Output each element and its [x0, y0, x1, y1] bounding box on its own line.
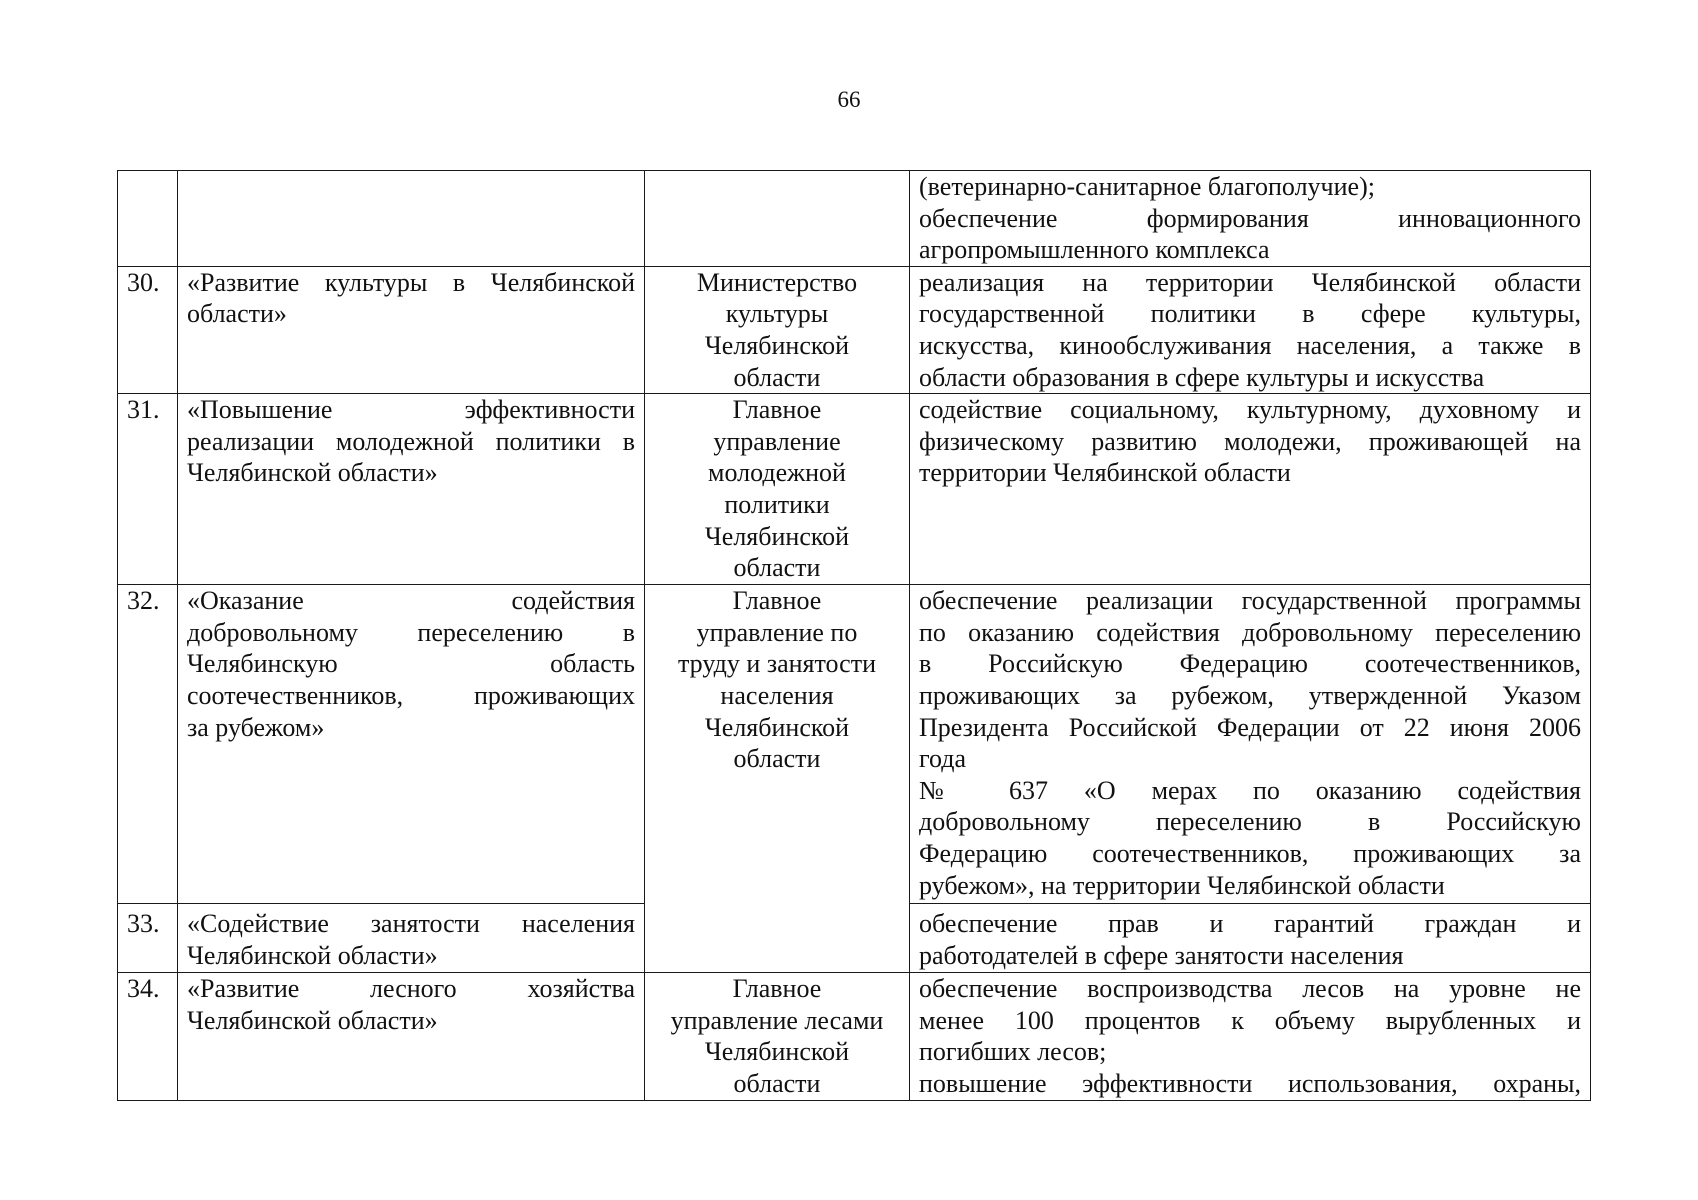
- responsible-line: области: [733, 1068, 821, 1098]
- goal-line: Федерацию соотечественников, проживающих за: [919, 838, 1581, 868]
- program-line: добровольному переселению в: [187, 617, 635, 647]
- responsible-line: Главное: [732, 586, 822, 616]
- goal-cell: [910, 171, 1591, 267]
- program-name-cell: [178, 266, 645, 393]
- responsible-line: управление лесами: [670, 1005, 884, 1035]
- table-row: [118, 394, 1591, 585]
- table-row: [118, 585, 1591, 904]
- goal-line: Президента Российской Федерации от 22 июня 2006: [919, 712, 1581, 742]
- program-line: «Развитие культуры в Челябинской: [187, 267, 635, 297]
- goal-line: (ветеринарно-санитарное благополучие);: [919, 172, 1375, 201]
- goal-line: агропромышленного комплекса: [919, 235, 1270, 265]
- program-name-cell: [178, 585, 645, 904]
- responsible-cell: [645, 171, 910, 267]
- row-number: 33.: [118, 904, 178, 973]
- goal-line: обеспечение воспроизводства лесов на уровне не: [919, 974, 1581, 1004]
- program-line: «Оказание содействия: [187, 586, 635, 616]
- program-name-cell: [178, 904, 645, 973]
- program-line: «Содействие занятости населения: [187, 909, 635, 939]
- program-line: Челябинской области»: [187, 940, 438, 970]
- responsible-line: Главное: [732, 974, 822, 1004]
- goal-line: погибших лесов;: [919, 1037, 1107, 1067]
- program-line: «Развитие лесного хозяйства: [187, 974, 635, 1004]
- table-row-continuation: [118, 171, 1591, 267]
- table-row: [118, 973, 1591, 1101]
- goal-line: рубежом», на территории Челябинской области: [919, 870, 1445, 900]
- row-number: 32.: [118, 585, 178, 904]
- goal-line: повышение эффективности использования, охраны,: [919, 1068, 1581, 1098]
- goal-line: добровольному переселению в Российскую: [919, 807, 1581, 837]
- goal-line: содействие социальному, культурному, духовному и: [919, 395, 1581, 425]
- program-name-cell: [178, 973, 645, 1101]
- goal-line: государственной политики в сфере культуры,: [919, 299, 1581, 329]
- responsible-line: Челябинской: [704, 521, 850, 551]
- program-line: области»: [187, 299, 287, 329]
- goal-line: обеспечение прав и гарантий граждан и: [919, 909, 1581, 939]
- program-line: Челябинской области»: [187, 1005, 438, 1035]
- table-row: [118, 266, 1591, 393]
- goal-cell: [910, 904, 1591, 973]
- goal-line: области образования в сфере культуры и искусства: [919, 362, 1485, 392]
- program-line: Челябинскую область: [187, 649, 635, 679]
- goal-cell: [910, 394, 1591, 585]
- responsible-line: области: [733, 362, 821, 392]
- program-line: «Повышение эффективности: [187, 395, 635, 425]
- goal-line: менее 100 процентов к объему вырубленных и: [919, 1005, 1581, 1035]
- responsible-cell: [645, 266, 910, 393]
- responsible-line: труду и занятости: [677, 649, 876, 679]
- goal-line: искусства, кинообслуживания населения, а также в: [919, 330, 1581, 360]
- responsible-line: управление: [713, 426, 841, 456]
- goal-cell: [910, 973, 1591, 1101]
- responsible-cell: [645, 585, 910, 973]
- responsible-line: политики: [724, 489, 830, 519]
- goal-line: проживающих за рубежом, утвержденной Указом: [919, 680, 1581, 710]
- goal-line: года: [919, 744, 967, 774]
- row-number: 30.: [118, 266, 178, 393]
- responsible-line: Челябинской: [704, 712, 850, 742]
- responsible-line: Главное: [732, 395, 822, 425]
- program-line: за рубежом»: [187, 712, 325, 742]
- responsible-line: культуры: [725, 299, 829, 329]
- responsible-line: области: [733, 744, 821, 774]
- goal-line: обеспечение формирования инновационного: [919, 203, 1581, 233]
- responsible-line: молодежной: [708, 458, 846, 488]
- goal-line: в Российскую Федерацию соотечественников,: [919, 649, 1581, 679]
- goal-cell: [910, 266, 1591, 393]
- responsible-line: населения: [720, 680, 834, 710]
- page-number: 66: [837, 87, 861, 112]
- row-number-cell: [118, 171, 178, 267]
- responsible-cell: [645, 973, 910, 1101]
- program-name-cell: [178, 394, 645, 585]
- goal-line: обеспечение реализации государственной программы: [919, 586, 1581, 616]
- goal-line: работодателей в сфере занятости населения: [919, 940, 1404, 970]
- program-line: Челябинской области»: [187, 458, 438, 488]
- program-line: соотечественников, проживающих: [187, 680, 635, 710]
- goal-line: № 637 «О мерах по оказанию содействия: [919, 775, 1581, 805]
- row-number: 34.: [118, 973, 178, 1101]
- responsible-line: Челябинской: [704, 330, 850, 360]
- responsible-line: Челябинской: [704, 1037, 850, 1067]
- responsible-line: Министерство: [696, 267, 858, 297]
- goal-cell: [910, 585, 1591, 904]
- responsible-line: управление по: [696, 617, 858, 647]
- goal-line: физическому развитию молодежи, проживающей на: [919, 426, 1581, 456]
- program-name-cell: [178, 171, 645, 267]
- goal-line: территории Челябинской области: [919, 458, 1291, 488]
- goal-line: реализация на территории Челябинской области: [919, 267, 1581, 297]
- goal-line: по оказанию содействия добровольному переселению: [919, 617, 1581, 647]
- program-line: реализации молодежной политики в: [187, 426, 635, 456]
- programs-table: [117, 170, 1591, 1101]
- row-number: 31.: [118, 394, 178, 585]
- responsible-line: области: [733, 553, 821, 583]
- responsible-cell: [645, 394, 910, 585]
